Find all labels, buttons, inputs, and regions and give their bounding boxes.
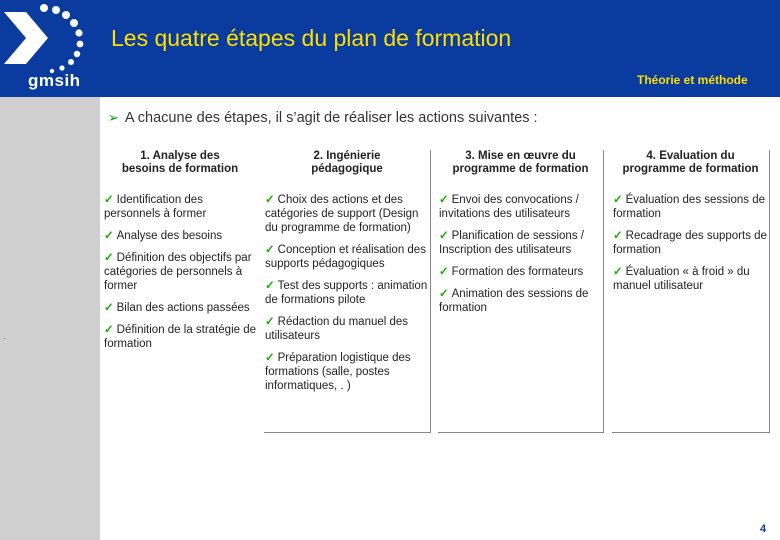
- step-title-4: 4. Evaluation du programme de formation: [622, 150, 759, 175]
- check-icon: ✓: [613, 266, 623, 278]
- list-item: ✓ Analyse des besoins: [104, 230, 223, 242]
- step-items-2: [264, 193, 430, 393]
- step-column-1: [103, 150, 257, 359]
- left-sidebar: [0, 97, 100, 540]
- check-icon: ✓: [104, 252, 114, 264]
- check-icon: ✓: [265, 194, 275, 206]
- step-column-2: [264, 150, 431, 433]
- list-item: ✓ Bilan des actions passées: [104, 302, 250, 314]
- step-items-4: [612, 193, 769, 293]
- step-items-3: [438, 193, 603, 315]
- sidebar-mark: .: [3, 331, 6, 341]
- intro-text: A chacune des étapes, il s’agit de réaliser les actions suivantes :: [124, 110, 538, 126]
- list-item: ✓ Identification des personnels à former: [104, 194, 207, 220]
- step-title-3: 3. Mise en œuvre du programme de formation: [452, 150, 589, 175]
- check-icon: ✓: [439, 230, 449, 242]
- check-icon: ✓: [613, 230, 623, 242]
- check-icon: ✓: [104, 302, 114, 314]
- list-item: ✓ Envoi des convocations / invitations des utilisateurs: [439, 194, 579, 220]
- check-icon: ✓: [265, 352, 275, 364]
- check-icon: ✓: [439, 194, 449, 206]
- list-item: ✓ Formation des formateurs: [439, 266, 584, 278]
- list-item: ✓ Choix des actions et des catégories de support (Design du programme de formation): [265, 194, 419, 234]
- list-item: ✓ Animation des sessions de formation: [439, 288, 589, 314]
- check-icon: ✓: [613, 194, 623, 206]
- list-item: ✓ Conception et réalisation des supports pédagogiques: [265, 244, 426, 270]
- page-subtitle: Théorie et méthode: [637, 73, 748, 87]
- step-column-4: [612, 150, 770, 433]
- check-icon: ✓: [439, 288, 449, 300]
- check-icon: ✓: [104, 324, 114, 336]
- list-item: ✓ Recadrage des supports de formation: [613, 230, 767, 256]
- list-item: ✓ Rédaction du manuel des utilisateurs: [265, 316, 409, 342]
- page-title: Les quatre étapes du plan de formation: [111, 25, 512, 51]
- list-item: ✓ Définition de la stratégie de formation: [104, 324, 257, 350]
- list-item: ✓ Test des supports : animation de formations pilote: [265, 280, 428, 306]
- step-title-2: 2. Ingénierie pédagogique: [311, 150, 383, 175]
- list-item: ✓ Évaluation des sessions de formation: [613, 194, 766, 220]
- step-title-1: 1. Analyse des besoins de formation: [121, 150, 239, 175]
- logo-text: gmsih: [28, 71, 81, 90]
- list-item: ✓ Préparation logistique des formations (salle, postes informatiques, . ): [265, 352, 411, 392]
- check-icon: ✓: [265, 244, 275, 256]
- check-icon: ✓: [265, 316, 275, 328]
- check-icon: ✓: [265, 280, 275, 292]
- list-item: ✓ Évaluation « à froid » du manuel utilisateur: [613, 266, 750, 292]
- arrow-bullet-icon: ➢: [108, 110, 119, 125]
- page-number: 4: [760, 523, 767, 535]
- intro-line: [108, 110, 538, 126]
- header-banner: [0, 0, 780, 97]
- check-icon: ✓: [104, 194, 114, 206]
- step-column-3: [438, 150, 604, 433]
- check-icon: ✓: [104, 230, 114, 242]
- check-icon: ✓: [439, 266, 449, 278]
- list-item: ✓ Planification de sessions / Inscription des utilisateurs: [439, 230, 584, 256]
- step-items-1: [103, 193, 257, 351]
- list-item: ✓ Définition des objectifs par catégories de personnels à former: [104, 252, 252, 292]
